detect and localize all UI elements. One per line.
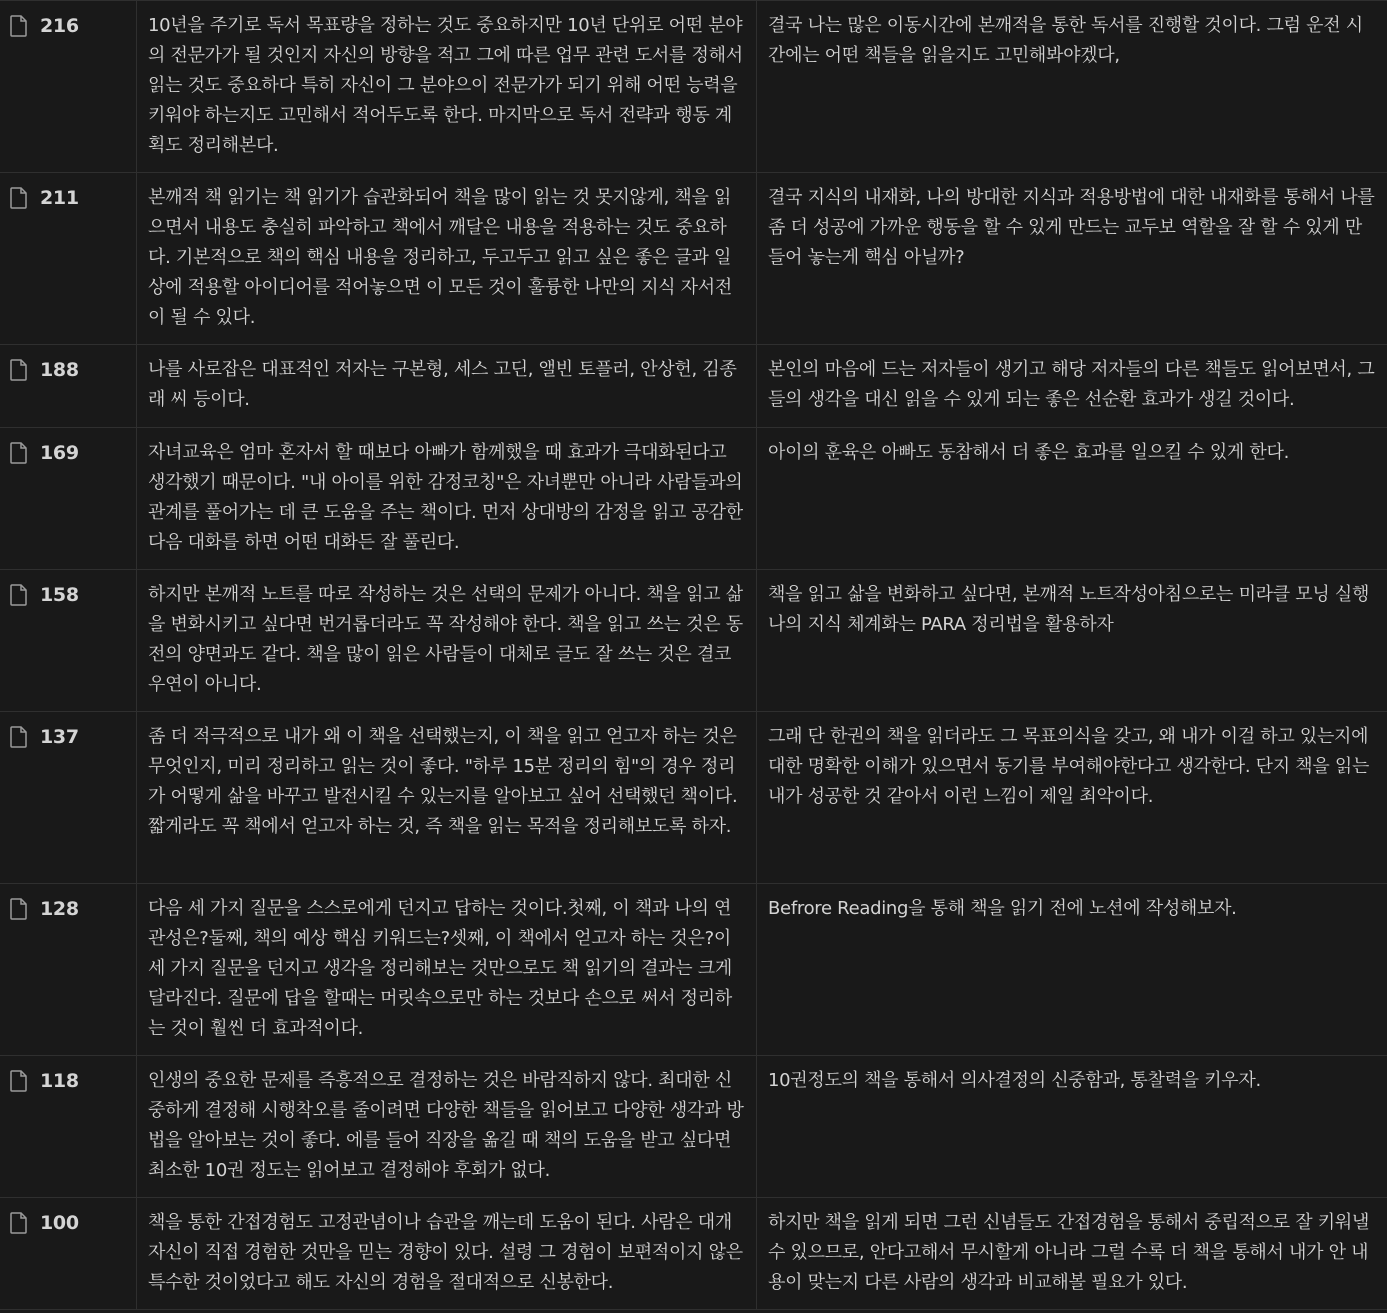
quote-cell[interactable]: 본깨적 책 읽기는 책 읽기가 습관화되어 책을 많이 읽는 것 못지않게, 책을 읽으면서 내용도 충실히 파악하고 책에서 깨달은 내용을 적용하는 것도 중요하다. 기본적으로 책의 핵심 내용을 정리하고, 두고두고 읽고 싶은 좋은 글과 일상에 적용할 아이디어를 적어놓으면 이 모든 것이 훌륭한 나만의 지식 자서전이 될 수 있다. — [137, 173, 757, 344]
page-cell[interactable] — [0, 1198, 137, 1309]
table-row[interactable] — [0, 1056, 1387, 1198]
page-number: 211 — [40, 187, 79, 209]
note-cell[interactable]: 결국 지식의 내재화, 나의 방대한 지식과 적용방법에 대한 내재화를 통해서 나를 좀 더 성공에 가까운 행동을 할 수 있게 만드는 교두보 역할을 잘 할 수 있게 만들어 놓는게 핵심 아닐까? — [768, 187, 1375, 268]
page-cell[interactable] — [0, 884, 137, 1055]
quote-cell[interactable]: 다음 세 가지 질문을 스스로에게 던지고 답하는 것이다.첫째, 이 책과 나의 연관성은?둘째, 책의 예상 핵심 키워드는?셋째, 이 책에서 얻고자 하는 것은?이 세 가지 질문을 던지고 생각을 정리해보는 것만으로도 책 읽기의 결과는 크게 달라진다. 질문에 답을 할때는 머릿속으로만 하는 것보다 손으로 써서 정리하는 것이 훨씬 더 효과적이다. — [137, 884, 757, 1055]
page-icon — [8, 438, 30, 468]
quote-cell[interactable]: 10년을 주기로 독서 목표량을 정하는 것도 중요하지만 10년 단위로 어떤 분야의 전문가가 될 것인지 자신의 방향을 적고 그에 따른 업무 관련 도서를 정해서 읽는 것도 중요하다 특히 자신이 그 분야으이 전문가가 되기 위해 어떤 능력을 키워야 하는지도 고민해서 적어두도록 한다. 마지막으로 독서 전략과 행동 계획도 정리해본다. — [137, 1, 757, 172]
quote-cell[interactable]: 나를 사로잡은 대표적인 저자는 구본형, 세스 고딘, 앨빈 토플러, 안상헌, 김종래 씨 등이다. — [137, 345, 757, 427]
note-cell[interactable]: 책을 읽고 삶을 변화하고 싶다면, 본깨적 노트작성아침으로는 미라클 모닝 실행나의 지식 체계화는 PARA 정리법을 활용하자 — [768, 584, 1370, 635]
page-cell[interactable] — [0, 428, 137, 569]
table-row[interactable] — [0, 428, 1387, 570]
note-cell[interactable]: 10권정도의 책을 통해서 의사결정의 신중함과, 통찰력을 키우자. — [768, 1070, 1261, 1091]
table-row[interactable] — [0, 1198, 1387, 1310]
page-icon — [8, 183, 30, 213]
quote-cell[interactable]: 하지만 본깨적 노트를 따로 작성하는 것은 선택의 문제가 아니다. 책을 읽고 삶을 변화시키고 싶다면 번거롭더라도 꼭 작성해야 한다. 책을 읽고 쓰는 것은 동전의 양면과도 같다. 책을 많이 읽은 사람들이 대체로 글도 잘 쓰는 것은 결코 우연이 아니다. — [137, 570, 757, 711]
page-number: 158 — [40, 584, 79, 606]
page-number: 128 — [40, 898, 79, 920]
note-cell[interactable]: 본인의 마음에 드는 저자들이 생기고 해당 저자들의 다른 책들도 읽어보면서, 그들의 생각을 대신 읽을 수 있게 되는 좋은 선순환 효과가 생길 것이다. — [768, 359, 1375, 410]
page-number: 100 — [40, 1212, 79, 1234]
table-row[interactable] — [0, 712, 1387, 884]
page-cell[interactable] — [0, 345, 137, 427]
page-icon — [8, 1066, 30, 1096]
page-cell[interactable] — [0, 1, 137, 172]
page-icon — [8, 355, 30, 385]
page-icon — [8, 1208, 30, 1238]
table-row[interactable] — [0, 1, 1387, 173]
note-cell[interactable]: Befrore Reading을 통해 책을 읽기 전에 노션에 작성해보자. — [768, 898, 1237, 919]
quote-cell[interactable]: 좀 더 적극적으로 내가 왜 이 책을 선택했는지, 이 책을 읽고 얻고자 하는 것은 무엇인지, 미리 정리하고 읽는 것이 좋다. "하루 15분 정리의 힘"의 경우 정리가 어떻게 삶을 바꾸고 발전시킬 수 있는지를 알아보고 싶어 선택했던 책이다. 짧게라도 꼭 책에서 얻고자 하는 것, 즉 책을 읽는 목적을 정리해보도록 하자. — [137, 712, 757, 883]
quote-cell[interactable]: 인생의 중요한 문제를 즉흥적으로 결정하는 것은 바람직하지 않다. 최대한 신중하게 결정해 시행착오를 줄이려면 다양한 책들을 읽어보고 다양한 생각과 방법을 알아보는 것이 좋다. 에를 들어 직장을 옮길 때 책의 도움을 받고 싶다면 최소한 10권 정도는 읽어보고 결정해야 후회가 없다. — [137, 1056, 757, 1197]
page-cell[interactable] — [0, 173, 137, 344]
page-icon — [8, 580, 30, 610]
page-cell[interactable] — [0, 570, 137, 711]
page-number: 169 — [40, 442, 79, 464]
table-row[interactable] — [0, 570, 1387, 712]
note-cell[interactable]: 하지만 책을 읽게 되면 그런 신념들도 간접경험을 통해서 중립적으로 잘 키워낼 수 있으므로, 안다고해서 무시할게 아니라 그럴 수록 더 책을 통해서 내가 안 내용이 맞는지 다른 사람의 생각과 비교해볼 필요가 있다. — [768, 1212, 1370, 1293]
page-icon — [8, 11, 30, 41]
page-icon — [8, 722, 30, 752]
page-icon — [8, 894, 30, 924]
page-number: 118 — [40, 1070, 79, 1092]
page-number: 188 — [40, 359, 79, 381]
note-cell[interactable]: 그래 단 한권의 책을 읽더라도 그 목표의식을 갖고, 왜 내가 이걸 하고 있는지에 대한 명확한 이해가 있으면서 동기를 부여해야한다고 생각한다. 단지 책을 읽는 내가 성공한 것 같아서 이런 느낌이 제일 최악이다. — [768, 726, 1370, 807]
page-number: 216 — [40, 15, 79, 37]
page-cell[interactable] — [0, 712, 137, 883]
table-row[interactable] — [0, 173, 1387, 345]
note-cell[interactable]: 결국 나는 많은 이동시간에 본깨적을 통한 독서를 진행할 것이다. 그럼 운전 시간에는 어떤 책들을 읽을지도 고민해봐야겠다, — [768, 15, 1363, 66]
quote-cell[interactable]: 책을 통한 간접경험도 고정관념이나 습관을 깨는데 도움이 된다. 사람은 대개 자신이 직접 경험한 것만을 믿는 경향이 있다. 설령 그 경험이 보편적이지 않은 특수한 것이었다고 해도 자신의 경험을 절대적으로 신봉한다. — [137, 1198, 757, 1309]
table-row[interactable] — [0, 345, 1387, 428]
quote-cell[interactable]: 자녀교육은 엄마 혼자서 할 때보다 아빠가 함께했을 때 효과가 극대화된다고 생각했기 때문이다. "내 아이를 위한 감정코칭"은 자녀뿐만 아니라 사람들과의 관계를 풀어가는 데 큰 도움을 주는 책이다. 먼저 상대방의 감정을 읽고 공감한 다음 대화를 하면 어떤 대화든 잘 풀린다. — [137, 428, 757, 569]
table-row[interactable] — [0, 884, 1387, 1056]
note-cell[interactable]: 아이의 훈육은 아빠도 동참해서 더 좋은 효과를 일으킬 수 있게 한다. — [768, 442, 1290, 463]
page-cell[interactable] — [0, 1056, 137, 1197]
page-number: 137 — [40, 726, 79, 748]
